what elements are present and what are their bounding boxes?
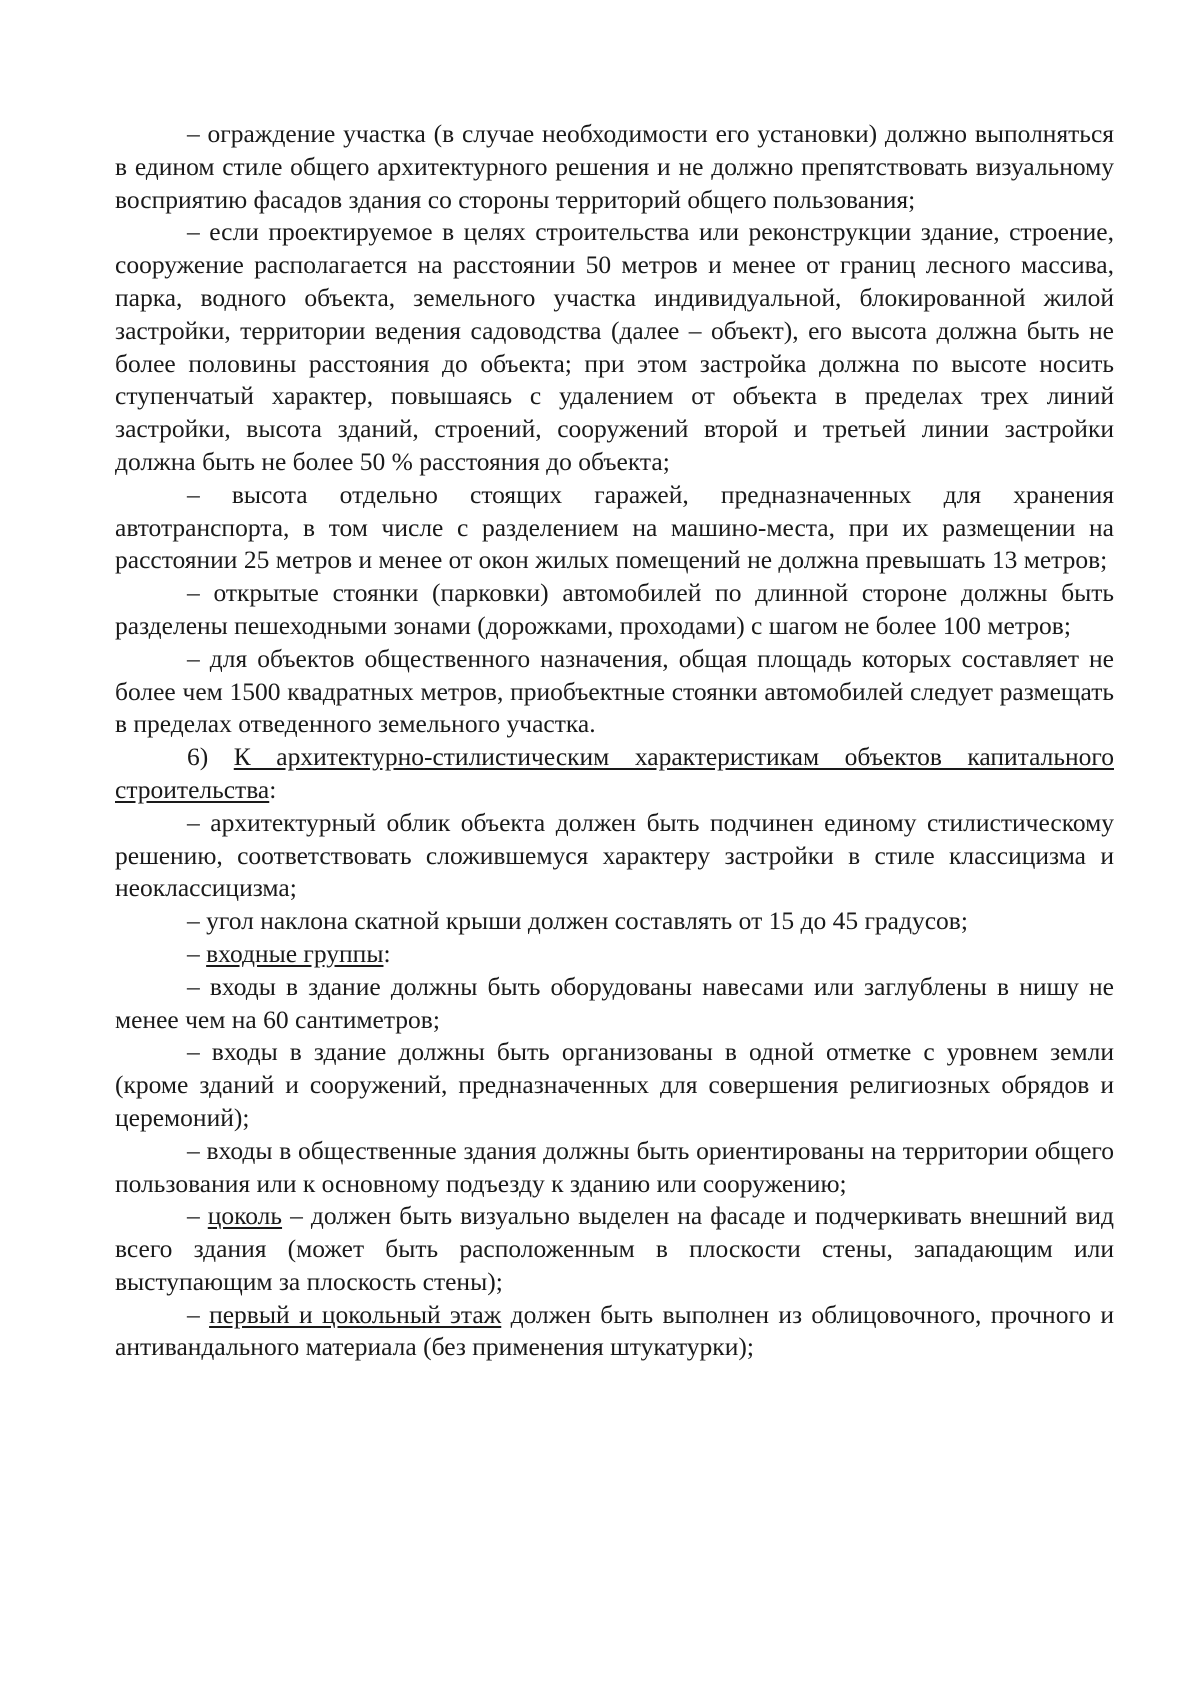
dash-prefix: – [187,938,207,968]
paragraph-fence: – ограждение участка (в случае необходимости его установки) должно выполняться в едином стиле общего архитектурного решения и не должно препятствовать визуальному восприятию фасадов здания со стороны территорий общего пользования; [115,119,1114,214]
paragraph-architectural-appearance: – архитектурный облик объекта должен быть подчинен единому стилистическому решению, соответствовать сложившемуся характеру застройки в стиле классицизма и неоклассицизма; [115,807,1114,903]
paragraph-entrance-groups [115,938,1114,971]
plinth-underlined: цоколь [207,1201,283,1231]
dash-prefix: – [187,1201,208,1231]
dash-prefix: – [187,1299,210,1329]
first-floor-underlined: первый и цокольный этаж [209,1299,502,1329]
section-number: 6) [187,742,234,772]
paragraph-roof-angle: – угол наклона скатной крыши должен составлять от 15 до 45 градусов; [187,906,968,936]
entrance-groups-underlined: входные группы [206,938,384,968]
paragraph-public-objects-parking: – для объектов общественного назначения, общая площадь которых составляет не более чем 1500 квадратных метров, приобъектные стоянки автомобилей следует размещать в пределах отведенного земельного участка. [115,643,1114,739]
paragraph-entrance-orientation: – входы в общественные здания должны быть ориентированы на территории общего пользования или к основному подъезду к зданию или сооружению; [115,1135,1114,1198]
paragraph-section-6-heading [115,741,1114,807]
entrance-groups-colon: : [383,938,391,968]
plinth-rest: – должен быть визуально выделен на фасаде и подчеркивать внешний вид всего здания (может быть расположенным в плоскости стены, западающим или выступающим за плоскость стены); [115,1201,1114,1296]
section-heading-colon: : [269,774,277,804]
paragraph-building-height: – если проектируемое в целях строительства или реконструкции здание, строение, сооружение располагается на расстоянии 50 метров и менее от границ лесного массива, парка, водного объекта, земельного участка индивидуальной, блокированной жилой застройки, территории ведения садоводства (далее – объект), его высота должна быть не более половины расстояния до объекта; при этом застройка должна по высоте носить ступенчатый характер, повышаясь с удалением от объекта в пределах трех линий застройки, высота зданий, строений, сооружений второй и третьей линии застройки должна быть не более 50 % расстояния до объекта; [115,217,1114,476]
paragraph-first-floor [115,1299,1114,1365]
first-floor-rest: должен быть выполнен из облицовочного, прочного и антивандального материала (без применения штукатурки); [115,1299,1114,1362]
paragraph-plinth [115,1200,1114,1298]
paragraph-entrance-canopies: – входы в здание должны быть оборудованы навесами или заглублены в нишу не менее чем на 60 сантиметров; [115,971,1114,1034]
section-heading-underlined: К архитектурно-стилистическим характеристикам объектов капитального строительства [115,742,1114,804]
paragraph-garage-height: – высота отдельно стоящих гаражей, предназначенных для хранения автотранспорта, в том числе с разделением на машино-места, при их размещении на расстоянии 25 метров и менее от окон жилых помещений не должна превышать 13 метров; [115,479,1114,575]
document-body [115,118,1114,1364]
paragraph-open-parking: – открытые стоянки (парковки) автомобилей по длинной стороне должны быть разделены пешеходными зонами (дорожками, проходами) с шагом не более 100 метров; [115,578,1114,640]
paragraph-entrance-ground-level: – входы в здание должны быть организованы в одной отметке с уровнем земли (кроме зданий и сооружений, предназначенных для совершения религиозных обрядов и церемоний); [115,1037,1114,1132]
